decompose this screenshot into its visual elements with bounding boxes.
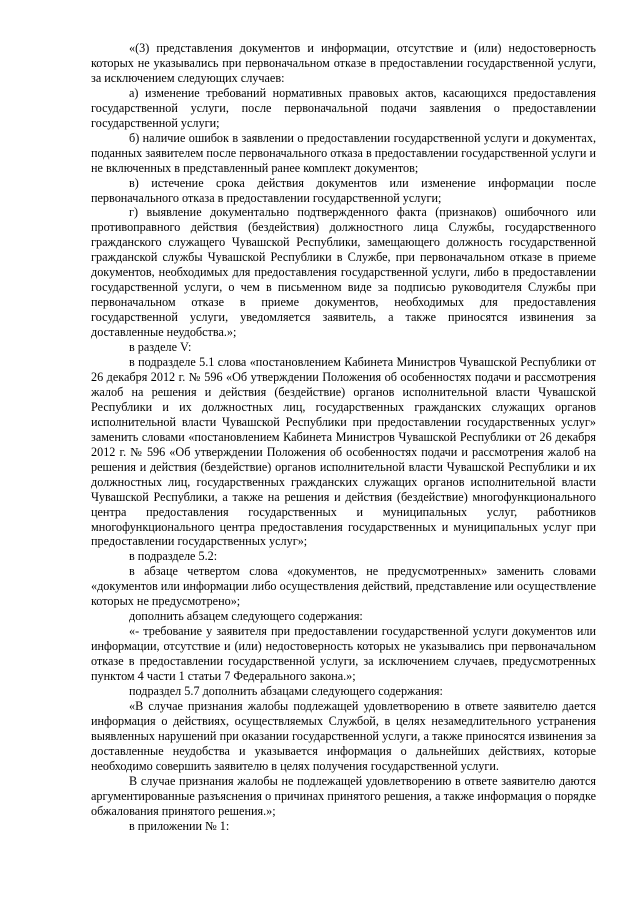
paragraph: «- требование у заявителя при предоставлении государственной услуги документов или информации, отсутствие и (или) недостоверность которых не указывались при первоначальном отказе в предоставлении государственной услуги, за исключением случаев, предусмотренных пунктом 4 части 1 статьи 7 Федерального закона.»; <box>91 624 596 684</box>
paragraph: «(3) представления документов и информации, отсутствие и (или) недостоверность которых не указывались при первоначальном отказе в предоставлении государственной услуги, за исключением следующих случаев: <box>91 41 596 85</box>
paragraph: б) наличие ошибок в заявлении о предоставлении государственной услуги и документах, поданных заявителем после первоначального отказа в предоставлении государственной услуги и не включенных в представленный ранее комплект документов; <box>91 130 596 175</box>
paragraph: в подразделе 5.2: <box>129 549 218 564</box>
paragraph: в разделе V: <box>129 340 192 355</box>
paragraph: подраздел 5.7 дополнить абзацами следующего содержания: <box>129 683 443 698</box>
paragraph: В случае признания жалобы не подлежащей удовлетворению в ответе заявителю даются аргументированные разъяснения о причинах принятого решения, а также информация о порядке обжалования принятого решения.»; <box>91 773 596 818</box>
paragraph: в приложении № 1: <box>129 818 230 833</box>
paragraph: дополнить абзацем следующего содержания: <box>129 609 363 624</box>
paragraph: в подразделе 5.1 слова «постановлением Кабинета Министров Чувашской Республики от 26 декабря 2012 г. № 596 «Об утверждении Положения об особенностях подачи и рассмотрения жалоб на решения и действия (бездействие) органов исполнительной власти Чувашской Республики и их должностных лиц, государственных гражданских служащих органов исполнительной власти Чувашской Республики при предоставлении государственных услуг» заменить словами «постановлением Кабинета Министров Чувашской Республики от 26 декабря 2012 г. № 596 «Об утверждении Положения об особенностях подачи и рассмотрения жалоб на решения и действия (бездействие) органов исполнительной власти Чувашской Республики и их должностных лиц, государственных гражданских служащих органов исполнительной власти Чувашской Республики, а также на решения и действия (бездействие) многофункционального центра предоставления государственных и муниципальных услуг, работников многофункционального центра предоставления государственных и муниципальных услуг при предоставлении государственных услуг»; <box>91 355 596 549</box>
paragraph: в абзаце четвертом слова «документов, не предусмотренных» заменить словами «документов или информации либо осуществления действий, представление или осуществление которых не предусмотрено»; <box>91 564 596 609</box>
paragraph: в) истечение срока действия документов или изменение информации после первоначального отказа в предоставлении государственной услуги; <box>91 175 596 205</box>
paragraph: а) изменение требований нормативных правовых актов, касающихся предоставления государственной услуги, после первоначальной подачи заявления о предоставлении государственной услуги; <box>91 85 596 130</box>
paragraph: «В случае признания жалобы подлежащей удовлетворению в ответе заявителю дается информация о действиях, осуществляемых Службой, в целях незамедлительного устранения выявленных нарушений при оказании государственной услуги, а также приносятся извинения за доставленные неудобства и указывается информация о дальнейших действиях, которые необходимо совершить заявителю в целях получения государственной услуги. <box>91 698 596 773</box>
paragraph: г) выявление документально подтвержденного факта (признаков) ошибочного или противоправного действия (бездействия) должностного лица Службы, государственного гражданского служащего Чувашской Республики, замещающего должность государственной гражданской службы Чувашской Республики в Службе, при первоначальном отказе в приеме документов, необходимых для предоставления государственной услуги, либо в предоставлении государственной услуги, о чем в письменном виде за подписью руководителя Службы при первоначальном отказе в приеме документов, необходимых для предоставления государственной услуги, уведомляется заявитель, а также приносятся извинения за доставленные неудобства.»; <box>91 205 596 340</box>
document-page <box>91 41 596 834</box>
